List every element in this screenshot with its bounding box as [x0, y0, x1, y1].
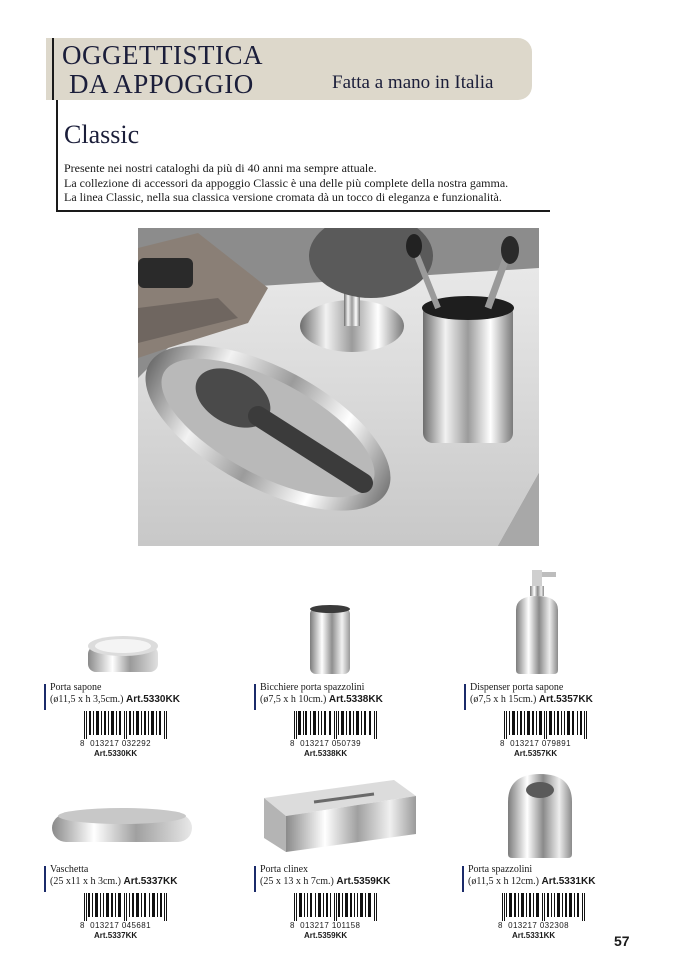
barcode-label: Art.5337KK	[94, 931, 138, 940]
product-image-soap-dispenser	[464, 570, 654, 682]
barcode-digits: 013217 032308	[508, 921, 569, 930]
product-name: Dispenser porta sapone	[470, 682, 564, 693]
article-code: Art.5357KK	[538, 694, 593, 705]
page-number: 57	[614, 933, 630, 949]
description-line: La linea Classic, nella sua classica versione cromata dà un tocco di eleganza e funzionalità.	[64, 190, 502, 204]
product-dimensions	[260, 876, 390, 888]
product-dimensions	[50, 694, 180, 706]
accent-bar	[462, 866, 464, 892]
product-image-tissue-box	[254, 752, 444, 864]
barcode-number	[80, 739, 176, 748]
product-dimensions	[470, 694, 593, 706]
tumbler-icon	[254, 570, 444, 682]
barcode-prefix: 8	[500, 739, 505, 748]
barcode-prefix: 8	[80, 739, 85, 748]
product-card	[44, 752, 234, 940]
barcode-prefix: 8	[290, 921, 295, 930]
barcode-number	[498, 921, 594, 930]
barcode-icon	[294, 711, 378, 739]
accent-bar	[44, 684, 46, 710]
barcode-digits: 013217 032292	[90, 739, 151, 748]
product-card	[462, 752, 652, 940]
barcode-icon	[294, 893, 378, 921]
barcode-digits: 013217 079891	[510, 739, 571, 748]
product-dimensions	[50, 876, 177, 888]
article-code: Art.5338KK	[328, 694, 383, 705]
product-image-toothbrush-holder	[462, 752, 652, 864]
hero-photo	[138, 228, 539, 546]
product-card	[254, 570, 444, 758]
tray-icon	[44, 752, 234, 864]
product-name: Porta spazzolini	[468, 864, 533, 875]
description-line: Presente nei nostri cataloghi da più di 40 anni ma sempre attuale.	[64, 161, 377, 175]
product-image-toothbrush-tumbler	[254, 570, 444, 682]
barcode-prefix: 8	[498, 921, 503, 930]
dimensions-text: (25 x 13 x h 7cm.)	[260, 876, 334, 887]
collection-description	[64, 161, 554, 205]
barcode-digits: 013217 101158	[300, 921, 361, 930]
product-name: Porta clinex	[260, 864, 309, 875]
barcode-icon	[504, 711, 588, 739]
barcode-label: Art.5338KK	[304, 749, 348, 758]
tissue-box-icon	[254, 752, 444, 864]
header-divider	[52, 38, 54, 100]
product-name: Bicchiere porta spazzolini	[260, 682, 365, 693]
product-card	[254, 752, 444, 940]
description-line: La collezione di accessori da appoggio Classic è una delle più complete della nostra gamma.	[64, 175, 509, 190]
section-title	[62, 41, 263, 99]
dimensions-text: (ø7,5 x h 10cm.)	[260, 694, 327, 705]
product-card	[464, 570, 654, 758]
barcode-icon	[502, 893, 586, 921]
accent-bar	[464, 684, 466, 710]
accent-bar	[254, 866, 256, 892]
soap-dish-icon	[44, 570, 234, 682]
product-card	[44, 570, 234, 758]
article-code: Art.5330KK	[126, 694, 180, 705]
section-title-line2: DA APPOGGIO	[69, 69, 254, 99]
article-code: Art.5359KK	[336, 876, 391, 887]
article-code: Art.5331KK	[541, 876, 596, 887]
dimensions-text: (ø11,5 x h 3,5cm.)	[50, 694, 124, 705]
accent-bar	[44, 866, 46, 892]
intro-divider-vertical	[56, 100, 58, 212]
barcode-label: Art.5330KK	[94, 749, 138, 758]
product-name: Porta sapone	[50, 682, 102, 693]
barcode-prefix: 8	[290, 739, 295, 748]
section-title-line1: OGGETTISTICA	[62, 40, 263, 70]
product-image-tray	[44, 752, 234, 864]
collection-title: Classic	[64, 120, 140, 149]
toothbrush-holder-icon	[462, 752, 652, 864]
barcode-number	[290, 739, 386, 748]
barcode-number	[500, 739, 596, 748]
hero-illustration	[138, 228, 539, 546]
dispenser-icon	[464, 570, 654, 682]
barcode-icon	[84, 711, 168, 739]
product-dimensions	[260, 694, 383, 706]
product-image-soap-dish	[44, 570, 234, 682]
product-dimensions	[468, 876, 595, 888]
dimensions-text: (25 x11 x h 3cm.)	[50, 876, 122, 887]
product-name: Vaschetta	[50, 864, 89, 875]
barcode-prefix: 8	[80, 921, 85, 930]
dimensions-text: (ø11,5 x h 12cm.)	[468, 876, 540, 887]
intro-divider-horizontal	[56, 210, 550, 212]
barcode-label: Art.5359KK	[304, 931, 348, 940]
barcode-number	[80, 921, 176, 930]
accent-bar	[254, 684, 256, 710]
article-code: Art.5337KK	[123, 876, 178, 887]
barcode-label: Art.5357KK	[514, 749, 558, 758]
barcode-digits: 013217 050739	[300, 739, 361, 748]
barcode-icon	[84, 893, 168, 921]
section-subtitle: Fatta a mano in Italia	[332, 72, 494, 93]
barcode-number	[290, 921, 386, 930]
barcode-digits: 013217 045681	[90, 921, 151, 930]
dimensions-text: (ø7,5 x h 15cm.)	[470, 694, 537, 705]
barcode-label: Art.5331KK	[512, 931, 556, 940]
